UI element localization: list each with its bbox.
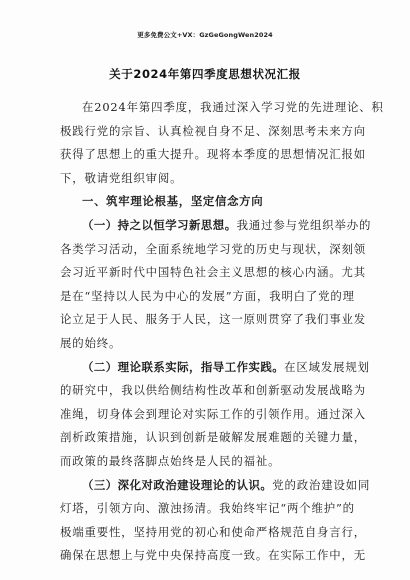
item2-first-line <box>60 356 370 380</box>
item2-lead: （二）理论联系实际，指导工作实践。 <box>82 359 285 374</box>
document-title: 关于2024年第四季度思想状况汇报 <box>109 67 301 81</box>
item1-line: 各类学习活动，全面系统地学习党的历史与现状，深刻领 <box>60 241 367 256</box>
document-body <box>60 96 384 568</box>
item3-line: 灯塔，引领方向、激浊扬清。我始终牢记“两个维护”的 <box>60 501 355 516</box>
item1-line: 是在“坚持以人民为中心的发展”方面，我明白了党的理 <box>60 288 355 303</box>
item2-line: 准绳，切身体会到理论对实际工作的引领作用。通过深入 <box>60 406 367 421</box>
intro-line: 获得了思想上的重大提升。现将本季度的思想情况汇报如 <box>60 147 367 162</box>
item1-line: 会习近平新时代中国特色社会主义思想的核心内涵。尤其 <box>60 265 367 280</box>
item3-lead: （三）深化对政治建设理论的认识。 <box>82 477 273 492</box>
item3-line: 极端重要性，坚持用党的初心和使命严格规范自身言行， <box>60 524 367 539</box>
item1-rest: 我通过参与党组织举办的 <box>236 217 372 232</box>
item2-line: 而政策的最终落脚点始终是人民的福祉。 <box>60 453 281 468</box>
item3-first-line <box>60 474 371 498</box>
item1-lead: （一）持之以恒学习新思想。 <box>82 217 237 232</box>
header-note: 更多免费公文+VX：GzGeGongWen2024 <box>137 31 273 39</box>
item2-rest: 在区域发展规划 <box>284 359 370 374</box>
intro-line: 极践行党的宗旨、认真检视自身不足、深刻思考未来方向 <box>60 123 367 138</box>
intro-line: 在2024年第四季度，我通过深入学习党的先进理论、积 <box>82 100 384 114</box>
item1-line: 展的始终。 <box>60 335 122 350</box>
item3-line: 确保在思想上与党中央保持高度一致。在实际工作中，无 <box>60 548 367 563</box>
item3-rest: 党的政治建设如同 <box>272 477 371 492</box>
section-heading: 一、筑牢理论根基，坚定信念方向 <box>82 194 264 209</box>
item1-line: 论立足于人民、服务于人民，这一原则贯穿了我们事业发 <box>60 312 367 327</box>
intro-line: 下，敬请党组织审阅。 <box>60 170 183 185</box>
item2-line: 剖析政策措施，认识到创新是破解发展难题的关键力量， <box>60 430 367 445</box>
item2-line: 的研究中，我以供给侧结构性改革和创新驱动发展战略为 <box>60 383 367 398</box>
item1-first-line <box>60 214 372 238</box>
